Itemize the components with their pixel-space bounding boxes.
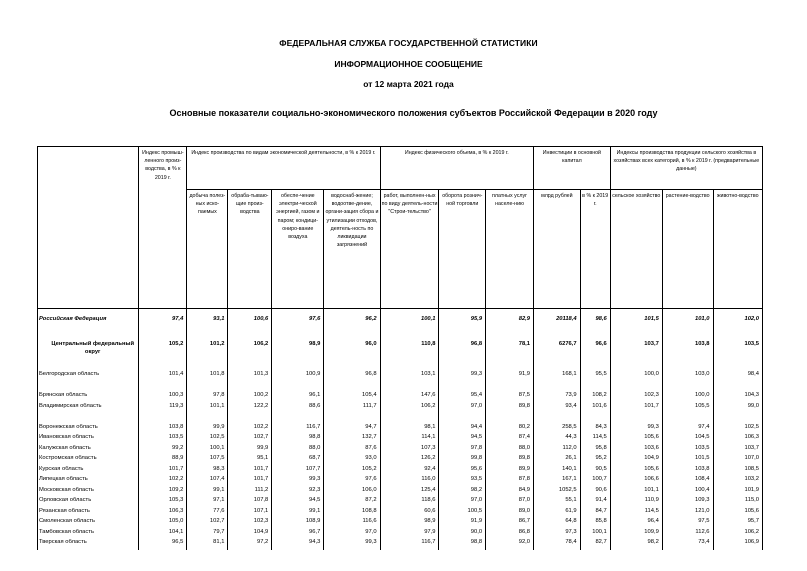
- value-cell: 101,0: [662, 315, 713, 334]
- value-cell: 109,9: [610, 529, 662, 540]
- region-name-cell: Калужская область: [38, 445, 139, 456]
- value-cell: 100,1: [380, 315, 439, 334]
- value-cell: 88,9: [139, 455, 187, 466]
- value-cell: 116,0: [380, 476, 439, 487]
- table-row: [38, 518, 763, 529]
- value-cell: 73,9: [534, 392, 581, 403]
- value-cell: 119,3: [139, 403, 187, 424]
- value-cell: 100,1: [580, 529, 610, 540]
- value-cell: 101,4: [139, 371, 187, 392]
- value-cell: 1052,5: [534, 487, 581, 498]
- document-date: от 12 марта 2021 года: [363, 79, 454, 89]
- value-cell: 105,6: [610, 434, 662, 445]
- value-cell: 87,8: [486, 476, 534, 487]
- table-header-row-1: [38, 147, 763, 190]
- value-cell: 102,3: [228, 518, 272, 529]
- region-name-cell: Ивановская область: [38, 434, 139, 445]
- value-cell: 90,6: [580, 487, 610, 498]
- value-cell: 94,5: [272, 497, 324, 508]
- value-cell: 98,9: [380, 518, 439, 529]
- value-cell: 102,3: [610, 392, 662, 403]
- value-cell: 106,2: [380, 403, 439, 424]
- value-cell: 114,1: [380, 434, 439, 445]
- value-cell: 110,8: [380, 334, 439, 371]
- region-name-cell: Липецкая область: [38, 476, 139, 487]
- value-cell: 101,5: [662, 455, 713, 466]
- region-name-cell: Российская Федерация: [38, 315, 139, 334]
- value-cell: 101,3: [228, 371, 272, 392]
- value-cell: 90,0: [439, 529, 486, 540]
- value-cell: 108,5: [713, 466, 763, 477]
- value-cell: 96,8: [439, 334, 486, 371]
- value-cell: 93,4: [534, 403, 581, 424]
- table-row: [38, 392, 763, 403]
- value-cell: 93,5: [439, 476, 486, 487]
- region-name-cell: Смоленская область: [38, 518, 139, 529]
- value-cell: 110,9: [610, 497, 662, 508]
- value-cell: 98,9: [272, 334, 324, 371]
- region-name-cell: Владимирская область: [38, 403, 139, 424]
- value-cell: 112,0: [534, 445, 581, 456]
- value-cell: 116,7: [380, 539, 439, 550]
- header-livestock: животно-водство: [713, 190, 763, 309]
- value-cell: 94,7: [324, 424, 380, 435]
- value-cell: 87,6: [324, 445, 380, 456]
- value-cell: 91,4: [580, 497, 610, 508]
- value-cell: 99,2: [139, 445, 187, 456]
- region-name-cell: Тверская область: [38, 539, 139, 550]
- value-cell: 114,5: [580, 434, 610, 445]
- value-cell: 96,4: [610, 518, 662, 529]
- value-cell: 105,4: [324, 392, 380, 403]
- value-cell: 102,7: [228, 434, 272, 445]
- value-cell: 104,1: [139, 529, 187, 540]
- value-cell: 114,5: [610, 508, 662, 519]
- value-cell: 95,7: [713, 518, 763, 529]
- header-investment-bln: млрд рублей: [534, 190, 581, 309]
- value-cell: 108,9: [272, 518, 324, 529]
- table-row: [38, 424, 763, 435]
- value-cell: 108,8: [324, 508, 380, 519]
- value-cell: 99,0: [713, 403, 763, 424]
- value-cell: 68,7: [272, 455, 324, 466]
- value-cell: 60,6: [380, 508, 439, 519]
- value-cell: 82,7: [580, 539, 610, 550]
- table-row: [38, 334, 763, 371]
- value-cell: 96,6: [580, 334, 610, 371]
- value-cell: 105,2: [324, 466, 380, 477]
- table-row: [38, 497, 763, 508]
- value-cell: 100,5: [439, 508, 486, 519]
- value-cell: 95,9: [439, 315, 486, 334]
- value-cell: 6276,7: [534, 334, 581, 371]
- header-manufacturing: обраба-тываю-щие произ-водства: [228, 190, 272, 309]
- value-cell: 97,6: [324, 476, 380, 487]
- value-cell: 91,9: [439, 518, 486, 529]
- value-cell: 99,3: [324, 539, 380, 550]
- value-cell: 111,7: [324, 403, 380, 424]
- value-cell: 80,2: [486, 424, 534, 435]
- value-cell: 92,4: [380, 466, 439, 477]
- value-cell: 115,0: [713, 497, 763, 508]
- value-cell: 84,7: [580, 508, 610, 519]
- value-cell: 106,3: [139, 508, 187, 519]
- value-cell: 132,7: [324, 434, 380, 445]
- value-cell: 97,4: [139, 315, 187, 334]
- value-cell: 95,5: [580, 371, 610, 392]
- value-cell: 147,6: [380, 392, 439, 403]
- value-cell: 97,6: [272, 315, 324, 334]
- value-cell: 106,3: [713, 434, 763, 445]
- table-row: [38, 466, 763, 477]
- value-cell: 102,2: [228, 424, 272, 435]
- value-cell: 26,1: [534, 455, 581, 466]
- value-cell: 96,2: [324, 315, 380, 334]
- table-row: [38, 403, 763, 424]
- value-cell: 98,8: [272, 434, 324, 445]
- value-cell: 99,8: [439, 455, 486, 466]
- value-cell: 99,3: [610, 424, 662, 435]
- value-cell: 94,4: [439, 424, 486, 435]
- document-type-heading: ИНФОРМАЦИОННОЕ СООБЩЕНИЕ: [334, 59, 483, 69]
- value-cell: 118,6: [380, 497, 439, 508]
- value-cell: 92,0: [486, 539, 534, 550]
- value-cell: 101,6: [580, 403, 610, 424]
- value-cell: 97,1: [187, 497, 228, 508]
- value-cell: 103,5: [139, 434, 187, 445]
- value-cell: 100,0: [662, 392, 713, 403]
- value-cell: 97,8: [187, 392, 228, 403]
- value-cell: 99,3: [439, 371, 486, 392]
- region-name-cell: Белгородская область: [38, 371, 139, 392]
- value-cell: 116,6: [324, 518, 380, 529]
- value-cell: 101,1: [187, 403, 228, 424]
- value-cell: 96,5: [139, 539, 187, 550]
- value-cell: 106,9: [713, 539, 763, 550]
- value-cell: 88,0: [272, 445, 324, 456]
- table-row: [38, 455, 763, 466]
- region-name-cell: Брянская область: [38, 392, 139, 403]
- value-cell: 97,9: [380, 529, 439, 540]
- header-industrial-index: Индекс промыш-ленного произ-водства, в % к 2019 г.: [139, 147, 187, 309]
- table-row: [38, 434, 763, 445]
- value-cell: 107,5: [187, 455, 228, 466]
- value-cell: 101,9: [713, 487, 763, 498]
- value-cell: 97,2: [228, 539, 272, 550]
- value-cell: 93,1: [187, 315, 228, 334]
- value-cell: 99,9: [228, 445, 272, 456]
- value-cell: 99,1: [187, 487, 228, 498]
- region-name-cell: Костромская область: [38, 455, 139, 466]
- value-cell: 97,0: [439, 403, 486, 424]
- value-cell: 94,5: [439, 434, 486, 445]
- value-cell: 97,4: [662, 424, 713, 435]
- value-cell: 100,2: [228, 392, 272, 403]
- value-cell: 103,2: [713, 476, 763, 487]
- value-cell: 99,1: [272, 508, 324, 519]
- value-cell: 106,6: [610, 476, 662, 487]
- header-paid-services: платных услуг населе-нию: [486, 190, 534, 309]
- value-cell: 95,2: [580, 455, 610, 466]
- value-cell: 94,3: [272, 539, 324, 550]
- value-cell: 106,0: [324, 487, 380, 498]
- value-cell: 102,5: [713, 424, 763, 435]
- value-cell: 105,6: [610, 466, 662, 477]
- value-cell: 88,6: [272, 403, 324, 424]
- value-cell: 102,7: [187, 518, 228, 529]
- value-cell: 107,8: [228, 497, 272, 508]
- value-cell: 107,7: [272, 466, 324, 477]
- value-cell: 99,3: [272, 476, 324, 487]
- value-cell: 93,0: [324, 455, 380, 466]
- value-cell: 64,8: [534, 518, 581, 529]
- value-cell: 103,1: [380, 371, 439, 392]
- header-region: [38, 147, 139, 309]
- value-cell: 105,5: [662, 403, 713, 424]
- value-cell: 44,3: [534, 434, 581, 445]
- value-cell: 98,2: [439, 487, 486, 498]
- value-cell: 96,7: [272, 529, 324, 540]
- value-cell: 95,4: [439, 392, 486, 403]
- value-cell: 103,7: [610, 334, 662, 371]
- value-cell: 103,6: [610, 445, 662, 456]
- value-cell: 87,4: [486, 434, 534, 445]
- region-name-cell: Орловская область: [38, 497, 139, 508]
- value-cell: 105,0: [139, 518, 187, 529]
- value-cell: 86,8: [486, 529, 534, 540]
- value-cell: 86,7: [486, 518, 534, 529]
- value-cell: 98,3: [187, 466, 228, 477]
- value-cell: 91,9: [486, 371, 534, 392]
- value-cell: 89,9: [486, 466, 534, 477]
- value-cell: 116,7: [272, 424, 324, 435]
- value-cell: 89,8: [486, 455, 534, 466]
- value-cell: 99,9: [187, 424, 228, 435]
- value-cell: 112,6: [662, 529, 713, 540]
- table-row: [38, 371, 763, 392]
- value-cell: 78,4: [534, 539, 581, 550]
- value-cell: 95,8: [580, 445, 610, 456]
- value-cell: 100,0: [610, 371, 662, 392]
- value-cell: 84,3: [580, 424, 610, 435]
- header-production-by-activity: Индекс производства по видам экономической деятельности, в % к 2019 г.: [187, 147, 380, 190]
- value-cell: 121,0: [662, 508, 713, 519]
- value-cell: 103,8: [662, 334, 713, 371]
- table-row: [38, 445, 763, 456]
- value-cell: 106,2: [713, 529, 763, 540]
- value-cell: 100,6: [228, 315, 272, 334]
- value-cell: 103,5: [662, 445, 713, 456]
- value-cell: 101,7: [228, 476, 272, 487]
- value-cell: 101,1: [610, 487, 662, 498]
- value-cell: 102,5: [187, 434, 228, 445]
- value-cell: 89,8: [486, 403, 534, 424]
- header-energy: обеспе-чение электри-ческой энергией, газом и паром; кондици-ониро-вание воздуха: [272, 190, 324, 309]
- value-cell: 100,1: [187, 445, 228, 456]
- value-cell: 100,3: [139, 392, 187, 403]
- region-name-cell: Московская область: [38, 487, 139, 498]
- value-cell: 103,0: [662, 371, 713, 392]
- table-row: [38, 487, 763, 498]
- header-physical-volume-index: Индекс физического объема, в % к 2019 г.: [380, 147, 533, 190]
- value-cell: 98,4: [713, 371, 763, 392]
- table-row: [38, 476, 763, 487]
- value-cell: 98,6: [580, 315, 610, 334]
- value-cell: 109,2: [139, 487, 187, 498]
- value-cell: 103,8: [662, 466, 713, 477]
- value-cell: 167,1: [534, 476, 581, 487]
- value-cell: 98,8: [439, 539, 486, 550]
- value-cell: 101,7: [139, 466, 187, 477]
- value-cell: 101,2: [187, 334, 228, 371]
- indicators-table: [37, 146, 763, 550]
- value-cell: 100,4: [662, 487, 713, 498]
- value-cell: 79,7: [187, 529, 228, 540]
- value-cell: 108,4: [662, 476, 713, 487]
- value-cell: 88,0: [486, 445, 534, 456]
- value-cell: 108,2: [580, 392, 610, 403]
- value-cell: 102,2: [139, 476, 187, 487]
- value-cell: 97,5: [662, 518, 713, 529]
- region-name-cell: Центральный федеральный округ: [38, 334, 139, 371]
- document-title: Основные показатели социально-экономического положения субъектов Российской Федерации в 2020 году: [169, 108, 658, 118]
- value-cell: 258,5: [534, 424, 581, 435]
- header-construction: работ, выполнен-ных по виду деятель-ности "Строи-тельство": [380, 190, 439, 309]
- value-cell: 81,1: [187, 539, 228, 550]
- header-crop: растение-водство: [662, 190, 713, 309]
- value-cell: 101,8: [187, 371, 228, 392]
- value-cell: 84,9: [486, 487, 534, 498]
- region-name-cell: Курская область: [38, 466, 139, 477]
- header-mining: добыча полез-ных иско-паемых: [187, 190, 228, 309]
- header-agriculture: сельское хозяйство: [610, 190, 662, 309]
- value-cell: 96,8: [324, 371, 380, 392]
- value-cell: 96,1: [272, 392, 324, 403]
- value-cell: 77,6: [187, 508, 228, 519]
- value-cell: 97,8: [439, 445, 486, 456]
- value-cell: 95,1: [228, 455, 272, 466]
- value-cell: 126,2: [380, 455, 439, 466]
- header-retail: оборота рознич-ной торговли: [439, 190, 486, 309]
- value-cell: 97,0: [324, 529, 380, 540]
- table-row: [38, 315, 763, 334]
- value-cell: 61,9: [534, 508, 581, 519]
- value-cell: 107,0: [713, 455, 763, 466]
- table-row: [38, 508, 763, 519]
- value-cell: 107,1: [228, 508, 272, 519]
- value-cell: 105,2: [139, 334, 187, 371]
- value-cell: 98,1: [380, 424, 439, 435]
- value-cell: 103,8: [139, 424, 187, 435]
- value-cell: 105,3: [139, 497, 187, 508]
- value-cell: 168,1: [534, 371, 581, 392]
- value-cell: 140,1: [534, 466, 581, 477]
- header-water-supply: водоснаб-жение; водоотве-дение, органи-зация сбора и утилизации отходов, деятель-ность по ликвидации загрязнений: [324, 190, 380, 309]
- value-cell: 97,3: [534, 529, 581, 540]
- value-cell: 104,5: [662, 434, 713, 445]
- value-cell: 125,4: [380, 487, 439, 498]
- value-cell: 101,7: [610, 403, 662, 424]
- value-cell: 100,7: [580, 476, 610, 487]
- value-cell: 101,5: [610, 315, 662, 334]
- value-cell: 85,8: [580, 518, 610, 529]
- value-cell: 20118,4: [534, 315, 581, 334]
- value-cell: 109,3: [662, 497, 713, 508]
- region-name-cell: Тамбовская область: [38, 529, 139, 540]
- region-name-cell: Воронежская область: [38, 424, 139, 435]
- value-cell: 111,2: [228, 487, 272, 498]
- region-name-cell: Рязанская область: [38, 508, 139, 519]
- table-body: [38, 309, 763, 550]
- value-cell: 78,1: [486, 334, 534, 371]
- value-cell: 107,4: [187, 476, 228, 487]
- value-cell: 104,3: [713, 392, 763, 403]
- value-cell: 90,5: [580, 466, 610, 477]
- table-row: [38, 539, 763, 550]
- value-cell: 104,9: [610, 455, 662, 466]
- value-cell: 87,0: [486, 497, 534, 508]
- header-investment: Инвестиции в основной капитал: [534, 147, 611, 190]
- value-cell: 73,4: [662, 539, 713, 550]
- value-cell: 92,3: [272, 487, 324, 498]
- value-cell: 95,6: [439, 466, 486, 477]
- value-cell: 96,0: [324, 334, 380, 371]
- value-cell: 55,1: [534, 497, 581, 508]
- header-agriculture-indices: Индексы производства продукции сельского хозяйства в хозяйствах всех категорий, в % к 2019 г. (предварительные данные): [610, 147, 762, 190]
- value-cell: 87,5: [486, 392, 534, 403]
- value-cell: 87,2: [324, 497, 380, 508]
- value-cell: 107,3: [380, 445, 439, 456]
- value-cell: 103,7: [713, 445, 763, 456]
- value-cell: 102,0: [713, 315, 763, 334]
- value-cell: 122,2: [228, 403, 272, 424]
- organization-heading: ФЕДЕРАЛЬНАЯ СЛУЖБА ГОСУДАРСТВЕННОЙ СТАТИСТИКИ: [279, 38, 538, 48]
- table-row: [38, 529, 763, 540]
- value-cell: 98,2: [610, 539, 662, 550]
- value-cell: 97,0: [439, 497, 486, 508]
- value-cell: 106,2: [228, 334, 272, 371]
- value-cell: 82,9: [486, 315, 534, 334]
- value-cell: 101,7: [228, 466, 272, 477]
- value-cell: 105,6: [713, 508, 763, 519]
- value-cell: 104,9: [228, 529, 272, 540]
- value-cell: 100,9: [272, 371, 324, 392]
- header-investment-pct: в % к 2019 г.: [580, 190, 610, 309]
- value-cell: 89,0: [486, 508, 534, 519]
- value-cell: 103,5: [713, 334, 763, 371]
